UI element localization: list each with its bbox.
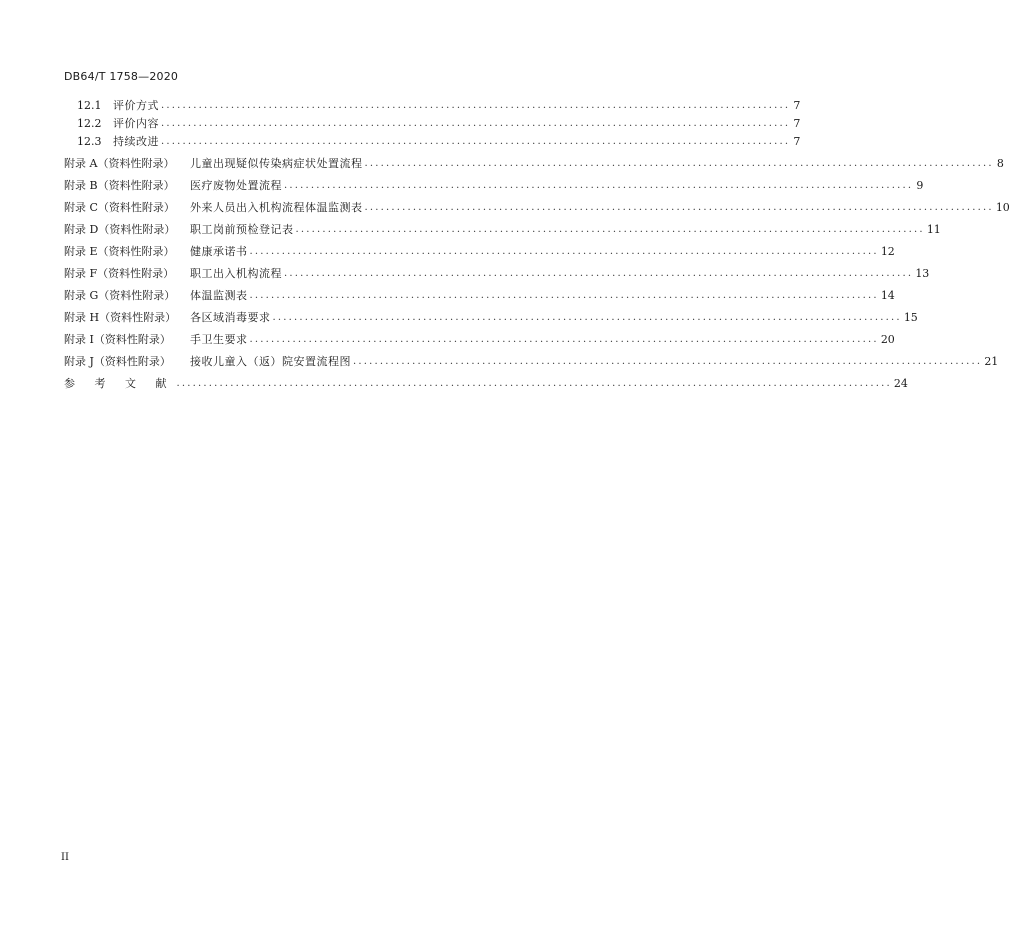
toc-entry-title: 医疗废物处置流程 — [190, 179, 282, 192]
toc-entry[interactable] — [64, 221, 941, 237]
toc-entry-page: 7 — [793, 117, 801, 130]
toc-leader-dots: ..................................................................................................................... — [364, 158, 994, 169]
toc-entry-page: 11 — [926, 223, 941, 236]
toc-entry[interactable] — [64, 265, 930, 281]
toc-entry-number: 附录 F（资料性附录） — [64, 267, 175, 280]
toc-entry-references[interactable] — [64, 375, 908, 391]
toc-entry-page: 10 — [995, 201, 1010, 214]
toc-entry-title: 接收儿童入（返）院安置流程图 — [190, 355, 351, 368]
toc-entry-number: 附录 H（资料性附录） — [64, 311, 177, 324]
toc-entry[interactable] — [77, 115, 801, 131]
toc-leader-dots: ..................................................................................................................... — [272, 312, 902, 323]
toc-entry-page: 15 — [903, 311, 918, 324]
toc-leader-dots: ..................................................................................................................................... — [176, 378, 892, 389]
toc-entry-page: 8 — [996, 157, 1004, 170]
toc-entry[interactable] — [64, 177, 924, 193]
toc-entry-title: 健康承诺书 — [190, 245, 248, 258]
toc-leader-dots: ..................................................................................................................... — [161, 100, 791, 111]
toc-leader-dots: ..................................................................................................................... — [284, 268, 914, 279]
toc-entry[interactable] — [77, 97, 801, 113]
toc-leader-dots: ..................................................................................................................... — [353, 356, 983, 367]
toc-entry-number: 12.2 — [77, 117, 102, 130]
toc-entry-title: 手卫生要求 — [190, 333, 248, 346]
toc-entry-title: 职工岗前预检登记表 — [190, 223, 294, 236]
toc-leader-dots: ..................................................................................................................... — [295, 224, 925, 235]
toc-entry-page: 13 — [915, 267, 930, 280]
toc-entry-title: 持续改进 — [113, 135, 159, 148]
toc-entry[interactable] — [64, 287, 895, 303]
toc-entry-page: 21 — [984, 355, 999, 368]
toc-entry-number: 附录 G（资料性附录） — [64, 289, 176, 302]
toc-entry-page: 24 — [893, 377, 908, 390]
toc-leader-dots: ..................................................................................................................... — [161, 118, 791, 129]
toc-entry[interactable] — [64, 331, 895, 347]
toc-entry-page: 9 — [916, 179, 924, 192]
toc-entry-title: 职工出入机构流程 — [190, 267, 282, 280]
toc-entry-number: 附录 I（资料性附录） — [64, 333, 171, 346]
toc-leader-dots: ..................................................................................................................... — [249, 290, 879, 301]
toc-entry-title: 外来人员出入机构流程体温监测表 — [190, 201, 363, 214]
toc-entry-title: 各区域消毒要求 — [190, 311, 271, 324]
toc-leader-dots: ..................................................................................................................... — [161, 136, 791, 147]
toc-entry-number: 12.3 — [77, 135, 102, 148]
toc-entry-page: 7 — [793, 135, 801, 148]
toc-entry-number: 附录 J（资料性附录） — [64, 355, 171, 368]
toc-entry-number: 12.1 — [77, 99, 102, 112]
toc-entry[interactable] — [64, 243, 895, 259]
toc-entry-page: 7 — [793, 99, 801, 112]
toc-entry-page: 12 — [880, 245, 895, 258]
toc-entry-title: 参 考 文 献 — [64, 377, 175, 390]
toc-entry-number: 附录 C（资料性附录） — [64, 201, 175, 214]
toc-leader-dots: ..................................................................................................................... — [284, 180, 914, 191]
toc-entry-number: 附录 B（资料性附录） — [64, 179, 175, 192]
toc-entry-page: 14 — [880, 289, 895, 302]
toc-leader-dots: ..................................................................................................................... — [364, 202, 994, 213]
toc-leader-dots: ..................................................................................................................... — [249, 246, 879, 257]
toc-entry[interactable] — [64, 155, 1004, 171]
toc-entry[interactable] — [64, 309, 918, 325]
toc-entry-number: 附录 E（资料性附录） — [64, 245, 175, 258]
toc-entry[interactable] — [64, 353, 999, 369]
toc-entry-title: 评价内容 — [113, 117, 159, 130]
toc-entry-title: 体温监测表 — [190, 289, 248, 302]
toc-entry-title: 儿童出现疑似传染病症状处置流程 — [190, 157, 363, 170]
toc-entry-number: 附录 A（资料性附录） — [64, 157, 175, 170]
page-number: II — [61, 852, 69, 863]
toc-entry-number: 附录 D（资料性附录） — [64, 223, 176, 236]
document-code: DB64/T 1758—2020 — [64, 70, 179, 83]
toc-entry[interactable] — [77, 133, 801, 149]
toc-entry[interactable] — [64, 199, 1010, 215]
toc-entry-title: 评价方式 — [113, 99, 159, 112]
toc-leader-dots: ..................................................................................................................... — [249, 334, 879, 345]
toc-entry-page: 20 — [880, 333, 895, 346]
